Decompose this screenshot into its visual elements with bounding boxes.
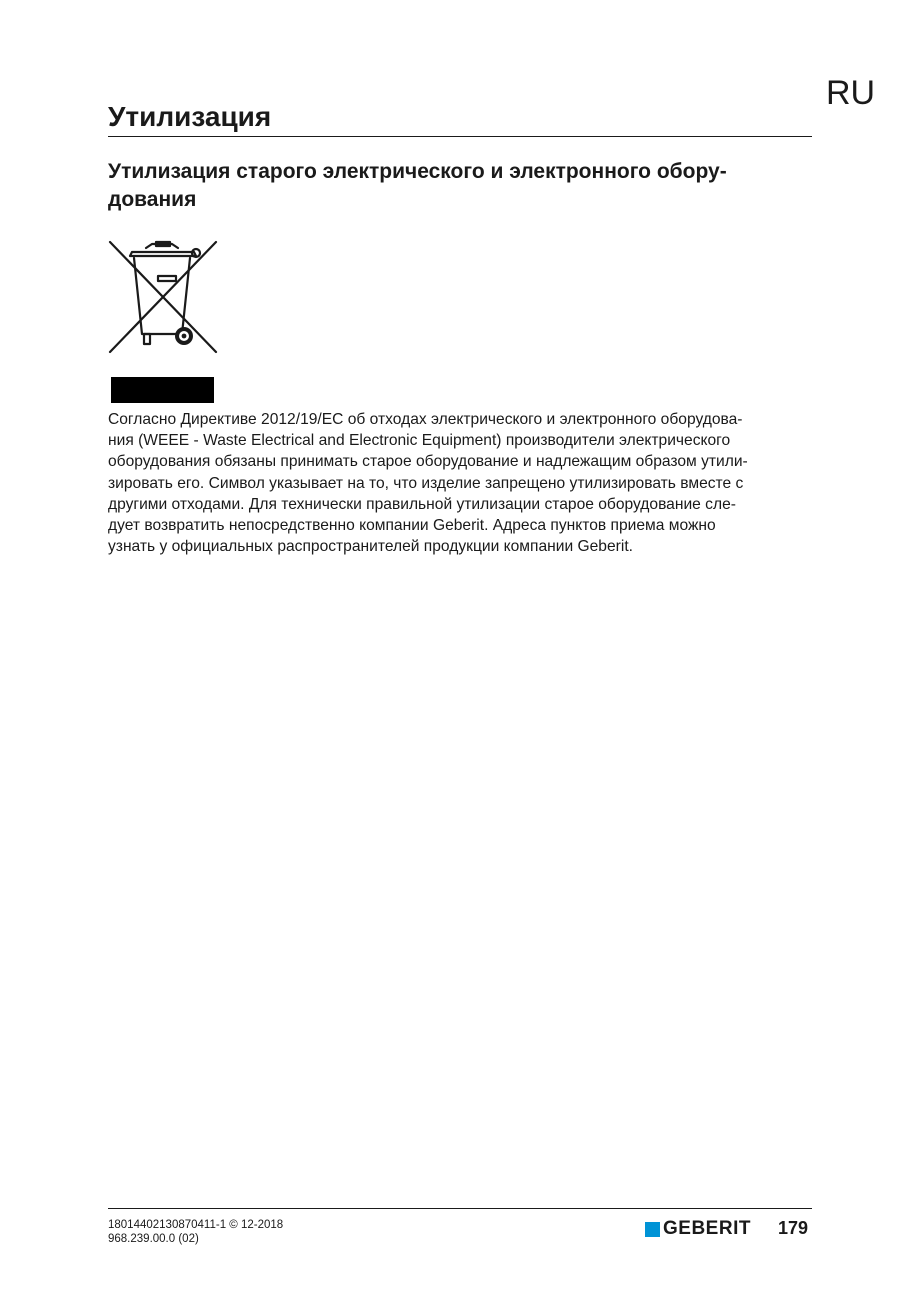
paragraph-line: Согласно Директиве 2012/19/EC об отходах электрического и электронного оборудова- [108,411,743,428]
footer-divider [108,1208,812,1209]
section-subtitle [108,158,808,214]
document-id: 18014402130870411-1 © 12-2018 [108,1219,284,1231]
paragraph-line: другими отходами. Для технически правильной утилизации старое оборудование сле- [108,495,736,513]
black-bar-marking [111,377,214,403]
crossed-out-wheelie-bin-icon [104,236,222,360]
paragraph-line: зировать его. Символ указывает на то, что изделие запрещено утилизировать вместе с [108,474,744,492]
paragraph-line: ния (WEEE - Waste Electrical and Electronic Equipment) производители электрического [108,432,731,450]
subtitle-line-2: дования [108,188,197,211]
brand-square-icon [645,1222,660,1237]
document-identifiers [108,1218,283,1246]
paragraph-line: дует возвратить непосредственно компании Geberit. Адреса пунктов приема можно [108,517,716,535]
brand-name: GEBERIT [663,1218,751,1239]
title-divider [108,136,812,137]
language-code: RU [826,74,876,112]
brand-logo [645,1218,751,1240]
paragraph-line: оборудования обязаны принимать старое оборудование и надлежащим образом утили- [108,453,748,471]
page-title: Утилизация [108,101,272,132]
disposal-paragraph [108,409,808,557]
page-number: 179 [778,1218,809,1238]
subtitle-line-1: Утилизация старого электрического и электронного обору- [108,160,727,183]
document-number: 968.239.00.0 (02) [108,1233,199,1245]
paragraph-line: узнать у официальных распространителей продукции компании Geberit. [108,538,633,556]
